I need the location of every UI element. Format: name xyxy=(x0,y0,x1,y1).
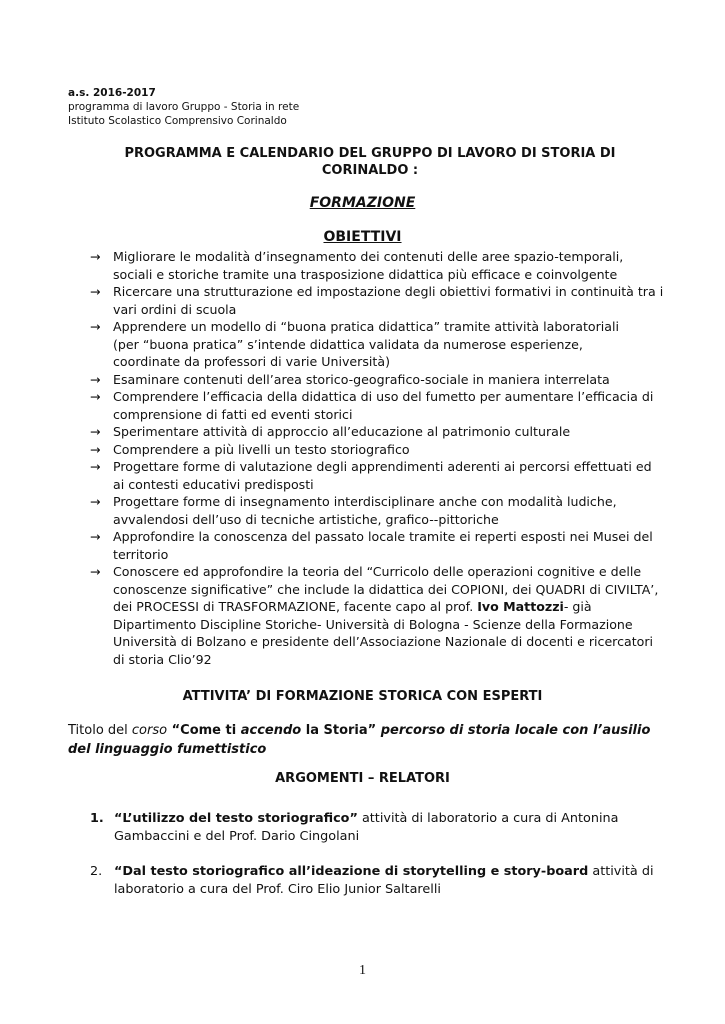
course-title-open: “Come ti xyxy=(167,723,241,738)
objective-text: Comprendere l’efficacia della didattica di uso del fumetto per aumentare l’efficacia di comprensione di fatti ed eventi storici xyxy=(113,389,654,422)
arrow-icon: → xyxy=(90,459,101,474)
arrow-icon: → xyxy=(90,564,101,579)
objective-note-line2: coordinate da professori di varie Università) xyxy=(113,354,390,369)
objectives-list xyxy=(90,248,665,668)
objective-text: Migliorare le modalità d’insegnamento dei contenuti delle aree spazio-temporali, sociali e storiche tramite una trasposizione didattica più efficace e coinvolgente xyxy=(113,249,624,282)
list-item xyxy=(90,863,665,899)
course-title-paragraph xyxy=(68,721,668,759)
arrow-icon: → xyxy=(90,249,101,264)
list-item xyxy=(90,283,665,318)
institute-line: Istituto Scolastico Comprensivo Corinaldo xyxy=(68,115,287,127)
document-title: PROGRAMMA E CALENDARIO DEL GRUPPO DI LAVORO DI STORIA DI CORINALDO : xyxy=(124,146,616,178)
list-item xyxy=(90,810,665,846)
formazione-heading: FORMAZIONE xyxy=(309,195,416,211)
topic-description: attività di laboratorio a cura del Prof. Ciro Elio Junior Saltarelli xyxy=(114,864,654,897)
arrow-icon: → xyxy=(90,494,101,509)
list-item xyxy=(90,563,665,668)
arrow-icon: → xyxy=(90,424,101,439)
topic-title: “L’utilizzo del testo storiografico” xyxy=(114,811,358,826)
topics-list xyxy=(90,810,665,916)
list-item xyxy=(90,388,665,423)
list-item xyxy=(90,423,665,441)
list-item xyxy=(90,441,665,459)
program-line: programma di lavoro Gruppo - Storia in rete xyxy=(68,101,300,113)
argomenti-heading: ARGOMENTI – RELATORI xyxy=(275,771,450,786)
school-year: a.s. 2016-2017 xyxy=(68,87,156,99)
objective-text-tail: - già Dipartimento Discipline Storiche- Università di Bologna - Scienze della Formazione Università di Bolzano e presidente dell’Associazione Nazionale di docenti e ricercatori di storia Clio’92 xyxy=(113,599,654,667)
activity-heading: ATTIVITA’ DI FORMAZIONE STORICA CON ESPERTI xyxy=(182,689,543,704)
page-number: 1 xyxy=(359,963,366,978)
list-item xyxy=(90,493,665,528)
objective-text: Progettare forme di insegnamento interdisciplinare anche con modalità ludiche, avvalendosi dell’uso di tecniche artistiche, grafico--pittoriche xyxy=(113,494,617,527)
topic-description: attività di laboratorio a cura di Antonina Gambaccini e del Prof. Dario Cingolani xyxy=(114,811,619,844)
topic-number: 2. xyxy=(90,864,103,879)
arrow-icon: → xyxy=(90,284,101,299)
professor-name: Ivo Mattozzi xyxy=(477,599,564,614)
course-title-close: la Storia” xyxy=(301,723,377,738)
list-item xyxy=(90,318,665,371)
obiettivi-heading: OBIETTIVI xyxy=(323,229,402,245)
list-item xyxy=(90,371,665,389)
list-item xyxy=(90,528,665,563)
list-item xyxy=(90,248,665,283)
objective-text: Ricercare una strutturazione ed impostazione degli obiettivi formativi in continuità tra i vari ordini di scuola xyxy=(113,284,664,317)
course-prefix: Titolo del xyxy=(68,723,132,738)
objective-text: Apprendere un modello di “buona pratica didattica” tramite attività laboratoriali xyxy=(113,319,619,334)
course-word: corso xyxy=(131,723,168,738)
arrow-icon: → xyxy=(90,529,101,544)
arrow-icon: → xyxy=(90,319,101,334)
document-header xyxy=(68,86,299,128)
topic-number: 1. xyxy=(90,811,104,826)
list-item xyxy=(90,458,665,493)
objective-text: Sperimentare attività di approccio all’educazione al patrimonio culturale xyxy=(113,424,571,439)
topic-title: “Dal testo storiografico all’ideazione di storytelling e story-board xyxy=(114,864,589,879)
objective-text: Approfondire la conoscenza del passato locale tramite ei reperti esposti nei Musei del territorio xyxy=(113,529,653,562)
arrow-icon: → xyxy=(90,389,101,404)
objective-text: Comprendere a più livelli un testo storiografico xyxy=(113,441,410,457)
objective-text: Progettare forme di valutazione degli apprendimenti aderenti ai percorsi effettuati ed ai contesti educativi predisposti xyxy=(113,459,652,492)
course-subtitle: percorso di storia locale con l’ausilio del linguaggio fumettistico xyxy=(68,723,651,757)
arrow-icon: → xyxy=(90,371,101,387)
objective-text: Esaminare contenuti dell’area storico-geografico-sociale in maniera interrelata xyxy=(113,371,610,387)
objective-text: Conoscere ed approfondire la teoria del “Curricolo delle operazioni cognitive e delle conoscenze significative” che include la didattica dei COPIONI, dei QUADRI di CIVILTA’, dei PROCESSI di TRASFORMAZIONE, facente capo al prof. xyxy=(113,564,659,614)
objective-note-line1: (per “buona pratica” s’intende didattica validata da numerose esperienze, xyxy=(113,336,583,352)
course-title-accendo: accendo xyxy=(240,723,302,738)
arrow-icon: → xyxy=(90,441,101,457)
